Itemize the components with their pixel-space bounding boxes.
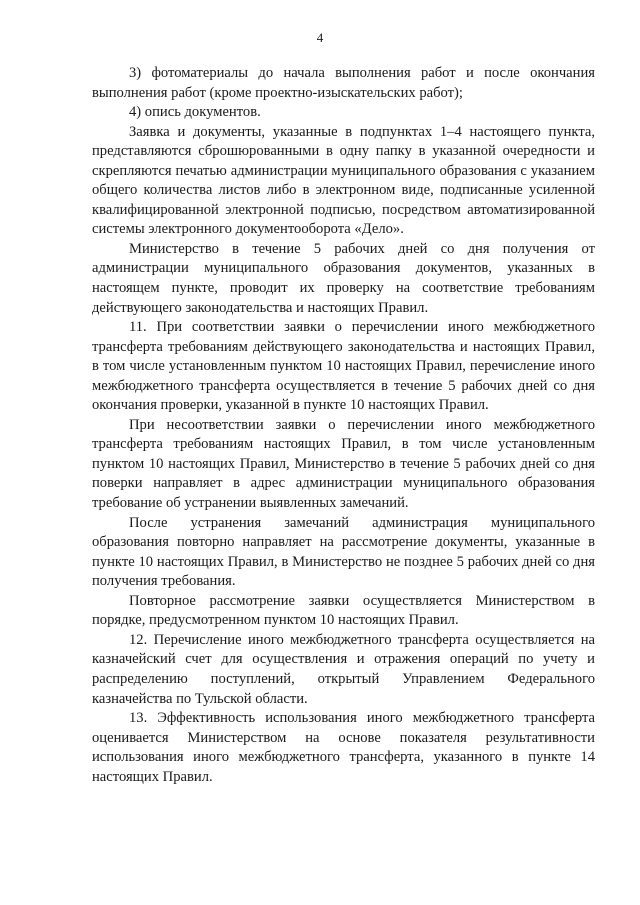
- document-body: [92, 64, 595, 787]
- paragraph-after-correction: После устранения замечаний администрация муниципального образования повторно направляет на рассмотрение документы, указанные в пункте 10 настоящих Правил, в Министерство не позднее 5 рабочих дней со дня получения требования.: [92, 514, 595, 590]
- paragraph-photo-materials: 3) фотоматериалы до начала выполнения работ и после окончания выполнения работ (кроме проектно-изыскательских работ);: [92, 65, 595, 101]
- paragraph-application-submission: Заявка и документы, указанные в подпунктах 1–4 настоящего пункта, представляются сброшюрованными в одну папку в указанной очередности и скрепляются печатью администрации муниципального образования с указанием общего количества листов либо в электронном виде, подписанные усиленной квалифицированной электронной подписью, посредством автоматизированной системы электронного документооборота «Дело».: [92, 123, 595, 238]
- paragraph-noncompliance: При несоответствии заявки о перечислении иного межбюджетного трансферта требованиям настоящих Правил, в том числе установленным пунктом 10 настоящих Правил, Министерство в течение 5 рабочих дней со дня поверки направляет в адрес администрации муниципального образования требование об устранении выявленных замечаний.: [92, 416, 595, 512]
- paragraph-item-12: 12. Перечисление иного межбюджетного трансферта осуществляется на казначейский счет для осуществления и отражения операций по учету и распределению поступлений, открытый Управлением Федерального казначейства по Тульской области.: [92, 631, 595, 707]
- paragraph-item-13: 13. Эффективность использования иного межбюджетного трансферта оценивается Министерством на основе показателя результативности использования иного межбюджетного трансферта, указанного в пункте 14 настоящих Правил.: [92, 710, 595, 785]
- paragraph-document-inventory: 4) опись документов.: [129, 104, 261, 121]
- page-number: 4: [316, 30, 324, 45]
- paragraph-repeated-review: Повторное рассмотрение заявки осуществляется Министерством в порядке, предусмотренном пунктом 10 настоящих Правил.: [92, 592, 595, 629]
- paragraph-item-11: 11. При соответствии заявки о перечислении иного межбюджетного трансферта требованиям действующего законодательства и настоящих Правил, в том числе установленным пунктом 10 настоящих Правил, перечисление иного межбюджетного трансферта осуществляется в течение 5 рабочих дней со дня окончания проверки, указанной в пункте 10 настоящих Правил.: [92, 319, 595, 414]
- paragraph-ministry-review: Министерство в течение 5 рабочих дней со дня получения от администрации муниципального образования документов, указанных в настоящем пункте, проводит их проверку на соответствие требованиям действующего законодательства и настоящих Правил.: [92, 240, 595, 316]
